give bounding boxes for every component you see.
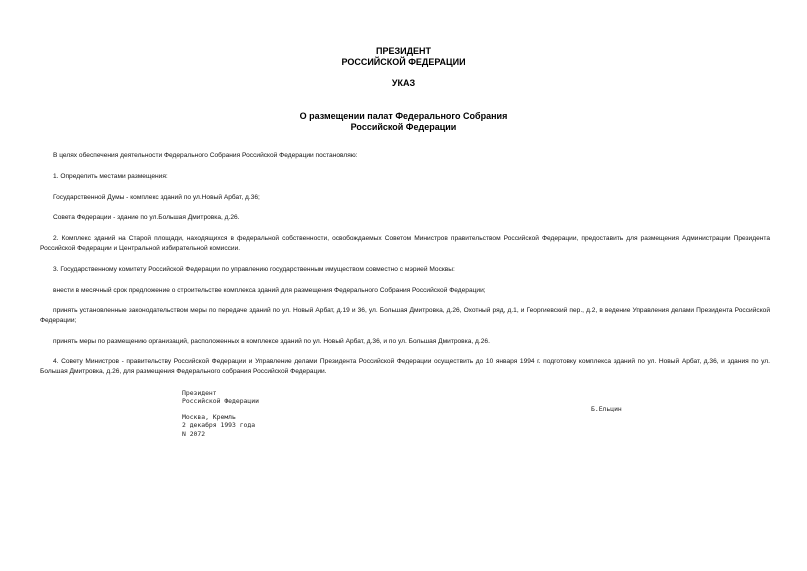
header-president: ПРЕЗИДЕНТ: [376, 46, 431, 56]
paragraph-text: внести в месячный срок предложение о строительстве комплекса зданий для размещения Федерального Собрания Российской Федерации;: [53, 287, 486, 294]
paragraph-item-1: [40, 172, 770, 182]
paragraph-text: 3. Государственному комитету Российской Федерации по управлению государственным имуществом совместно с мэрией Москвы:: [53, 266, 455, 273]
paragraph-text: принять меры по размещению организаций, расположенных в комплексе зданий по ул. Новый Арбат, д.36, и по ул. Большая Дмитровка, д.26.: [53, 338, 490, 345]
document-type: УКАЗ: [391, 78, 416, 88]
paragraph-text: Совета Федерации - здание по ул.Большая Дмитровка, д.26.: [53, 214, 240, 221]
document-title-line2: Российской Федерации: [350, 122, 457, 132]
paragraph-preamble: [40, 151, 770, 161]
paragraph-item-4: [40, 357, 770, 377]
paragraph-relocation: [40, 337, 770, 347]
paragraph-text: В целях обеспечения деятельности Федерального Собрания Российской Федерации постановляю:: [53, 152, 358, 159]
paragraph-item-3: [40, 265, 770, 275]
signature-number: N 2072: [182, 429, 206, 438]
paragraph-text: Государственной Думы - комплекс зданий по ул.Новый Арбат, д.36;: [53, 194, 260, 201]
signature-place: Москва, Кремль: [182, 413, 236, 421]
paragraph-construction: [40, 286, 770, 296]
signature-title-line2: Российской Федерации: [182, 397, 259, 406]
signature-title-line1: Президент: [182, 389, 217, 397]
paragraph-transfer: [40, 306, 770, 326]
paragraph-text: 2. Комплекс зданий на Старой площади, находящихся в федеральной собственности, освобождаемых Советом Министров правительством Российской Федерации, предоставить для размещения Администрации Президента Российской Федерации и Центральной избирательной комиссии.: [40, 235, 770, 252]
header-federation: РОССИЙСКОЙ ФЕДЕРАЦИИ: [341, 57, 466, 67]
paragraph-item-2: [40, 234, 770, 254]
signature-title: [182, 389, 259, 406]
signature-place-date: [182, 413, 255, 438]
document-title-line1: О размещении палат Федерального Собрания: [299, 111, 508, 121]
paragraph-text: принять установленные законодательством меры по передаче зданий по ул. Новый Арбат, д.19 и 36, ул. Большая Дмитровка, д.26, Охотный ряд, д.1, и Георгиевский пер., д.2, в ведение Управления делами Президента Российской Федерации;: [40, 307, 770, 324]
paragraph-council: [40, 213, 770, 223]
paragraph-text: 4. Совету Министров - правительству Российской Федерации и Управление делами Президента Российской Федерации осуществить до 10 января 1994 г. подготовку комплекса зданий по ул. Новый Арбат, д.36, и здания по ул. Большая Дмитровка, д.26, для размещения Федерального собрания Российской Федерации.: [40, 358, 770, 375]
signature-name: Б.Ельцин: [591, 405, 622, 413]
paragraph-duma: [40, 193, 770, 203]
paragraph-text: 1. Определить местами размещения:: [53, 173, 168, 180]
signature-date: 2 декабря 1993 года: [182, 421, 256, 430]
